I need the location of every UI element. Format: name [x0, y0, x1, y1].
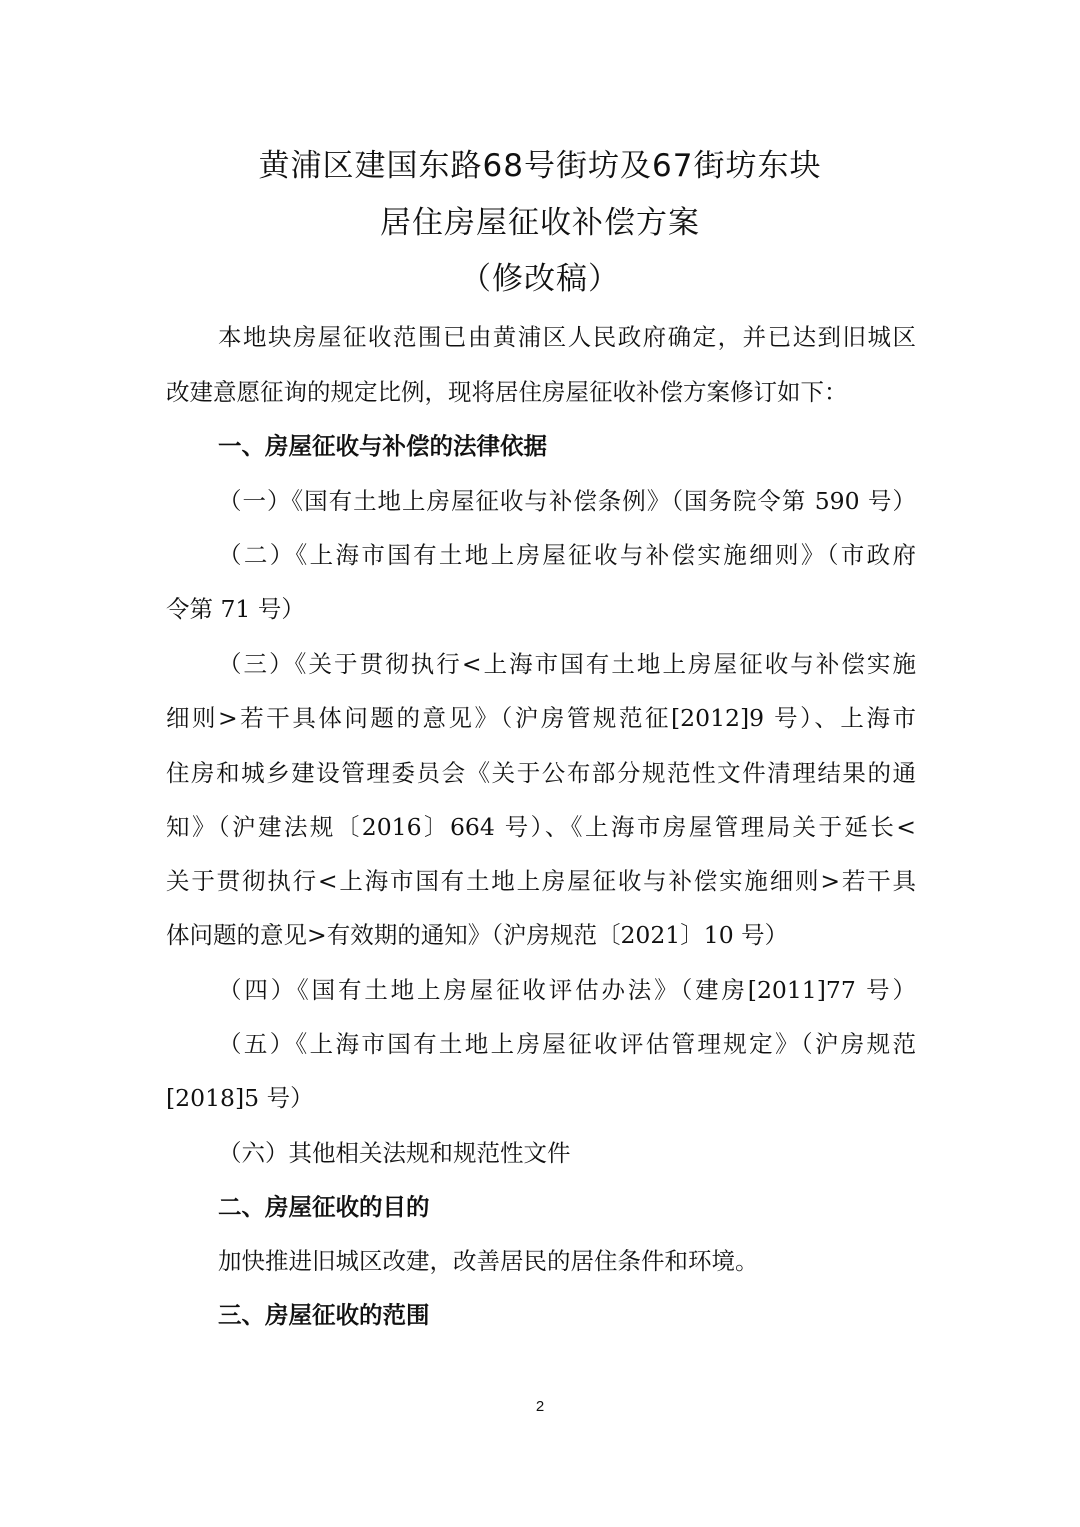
section1-item5-line-2: [2018]5 号）: [166, 1084, 314, 1112]
intro-line-1: 本地块房屋征收范围已由黄浦区人民政府确定，并已达到旧城区: [218, 323, 916, 351]
document-subtitle: （修改稿）: [460, 261, 620, 297]
section1-item3-line-1: （三）《关于贯彻执行<上海市国有土地上房屋征收与补偿实施: [218, 650, 916, 678]
section1-item4-line-1: （四）《国有土地上房屋征收评估办法》（建房[2011]77 号）: [218, 976, 916, 1004]
section2-body-line-1: 加快推进旧城区改建，改善居民的居住条件和环境。: [218, 1247, 759, 1275]
section1-item1-line-1: （一）《国有土地上房屋征收与补偿条例》（国务院令第 590 号）: [218, 487, 916, 515]
section1-item3-line-4: 知》（沪建法规〔2016〕664 号）、《上海市房屋管理局关于延长<: [166, 813, 916, 841]
document-title-line1: 黄浦区建国东路68号街坊及67街坊东块: [258, 148, 822, 184]
section2-heading: 二、房屋征收的目的: [218, 1193, 430, 1221]
page-number: 2: [535, 1398, 545, 1415]
section1-item3-line-3: 住房和城乡建设管理委员会《关于公布部分规范性文件清理结果的通: [166, 759, 916, 787]
section1-item5-line-1: （五）《上海市国有土地上房屋征收评估管理规定》（沪房规范: [218, 1030, 916, 1058]
section1-item3-line-6: 体问题的意见>有效期的通知》（沪房规范〔2021〕10 号）: [166, 921, 789, 949]
section1-heading: 一、房屋征收与补偿的法律依据: [218, 432, 547, 460]
section1-item3-line-2: 细则>若干具体问题的意见》（沪房管规范征[2012]9 号）、上海市: [166, 704, 916, 732]
section1-item2-line-2: 令第 71 号）: [166, 595, 305, 623]
document-title-line2: 居住房屋征收补偿方案: [380, 205, 700, 241]
section3-heading: 三、房屋征收的范围: [218, 1301, 430, 1329]
section1-item3-line-5: 关于贯彻执行<上海市国有土地上房屋征收与补偿实施细则>若干具: [166, 867, 916, 895]
intro-line-2: 改建意愿征询的规定比例，现将居住房屋征收补偿方案修订如下：: [166, 378, 848, 406]
section1-item6-line-1: （六）其他相关法规和规范性文件: [218, 1139, 571, 1167]
section1-item2-line-1: （二）《上海市国有土地上房屋征收与补偿实施细则》（市政府: [218, 541, 916, 569]
